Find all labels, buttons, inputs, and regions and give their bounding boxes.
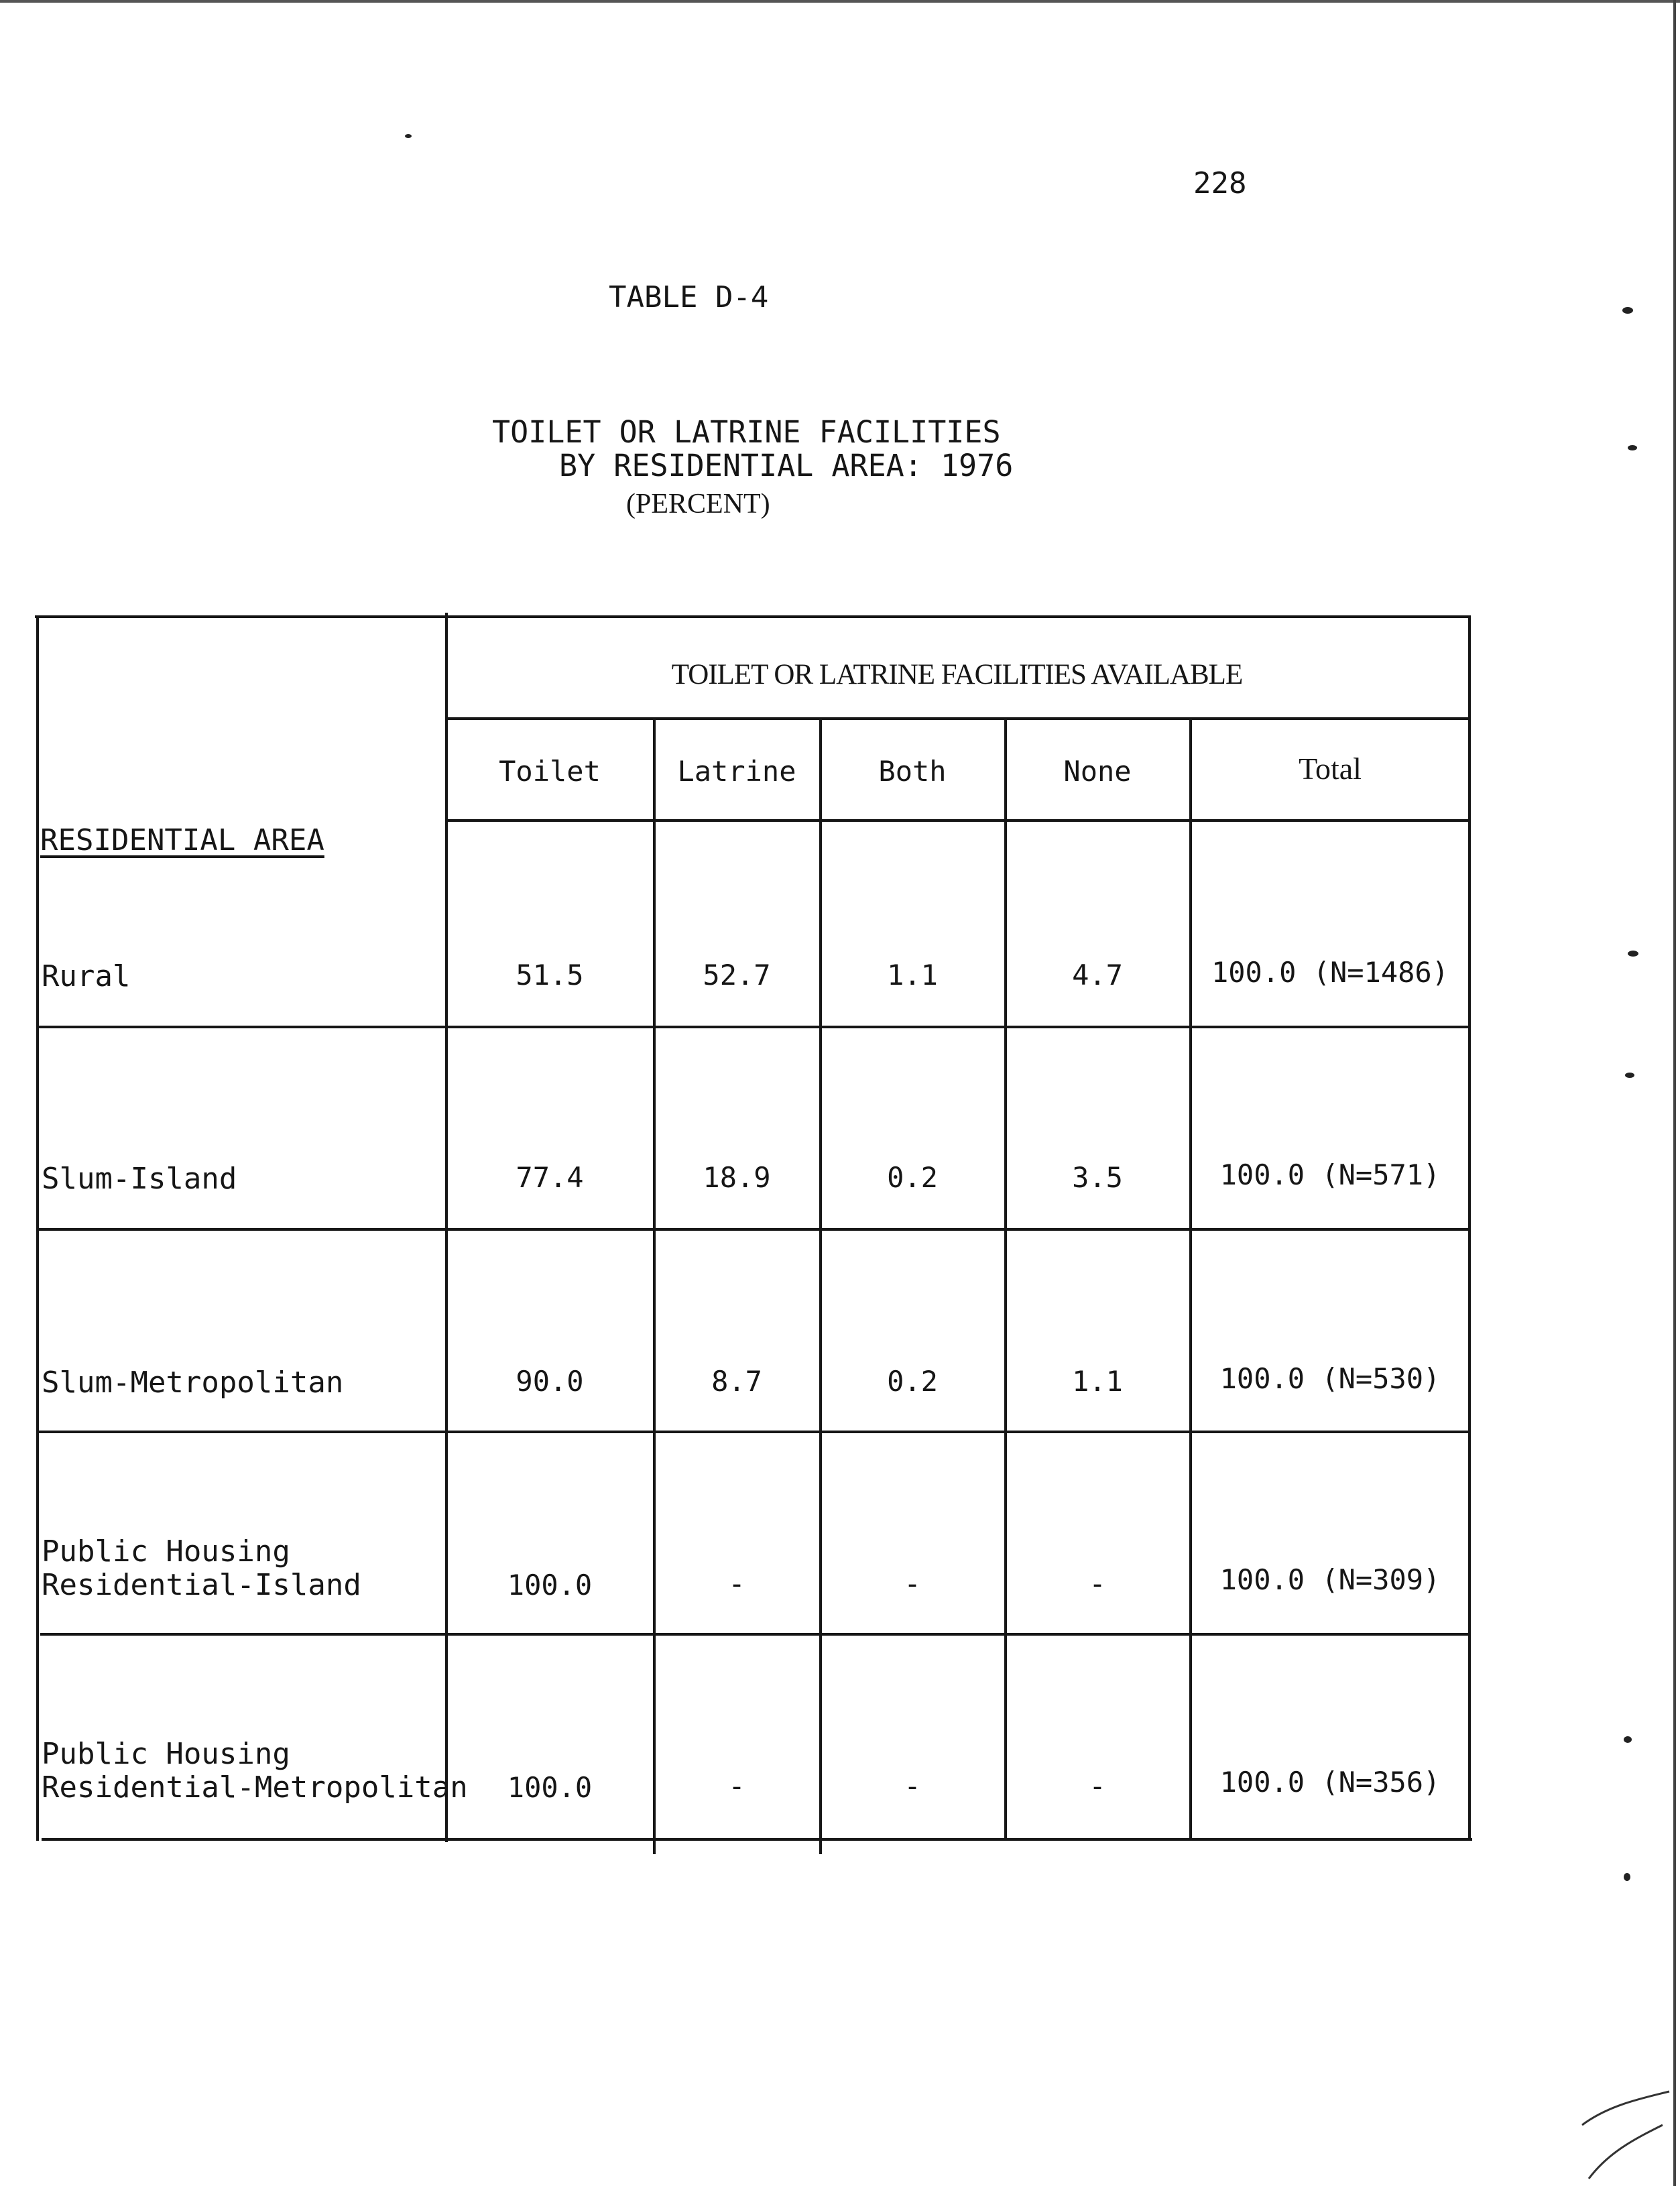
column-header-none: None bbox=[1063, 755, 1132, 788]
column-header-toilet: Toilet bbox=[499, 755, 601, 788]
column-header-latrine: Latrine bbox=[677, 755, 796, 788]
cell-toilet: 77.4 bbox=[516, 1161, 584, 1194]
group-header-rule bbox=[445, 717, 1469, 720]
row-label-public-housing: Public Housing bbox=[42, 1534, 290, 1569]
cell-toilet: 100.0 bbox=[507, 1569, 593, 1601]
group-header: TOILET OR LATRINE FACILITIES AVAILABLE bbox=[671, 659, 1243, 690]
cell-both: - bbox=[904, 1567, 921, 1600]
page-curl-mark bbox=[1569, 2078, 1676, 2185]
cell-both: 0.2 bbox=[887, 1161, 938, 1194]
table-label: TABLE D-4 bbox=[609, 280, 769, 314]
row-label-residential-island: Residential-Island bbox=[42, 1568, 361, 1602]
table-title-line-1: TOILET OR LATRINE FACILITIES bbox=[492, 414, 1001, 450]
cell-none: - bbox=[1089, 1770, 1106, 1803]
column-divider bbox=[1189, 719, 1192, 1841]
column-divider bbox=[653, 719, 656, 1854]
cell-toilet: 90.0 bbox=[516, 1365, 584, 1398]
cell-none: 1.1 bbox=[1072, 1365, 1123, 1398]
column-header-rule bbox=[445, 819, 1469, 822]
cell-both: 1.1 bbox=[887, 959, 938, 991]
row-rule bbox=[40, 1633, 1471, 1636]
cell-total: 100.0 (N=309) bbox=[1219, 1563, 1441, 1596]
row-label-slum-metropolitan: Slum-Metropolitan bbox=[42, 1365, 344, 1400]
cell-both: 0.2 bbox=[887, 1365, 938, 1398]
column-header-total: Total bbox=[1299, 751, 1362, 786]
cell-latrine: 18.9 bbox=[703, 1161, 771, 1194]
cell-total: 100.0 (N=356) bbox=[1219, 1766, 1441, 1799]
row-label-public-housing: Public Housing bbox=[42, 1737, 290, 1771]
row-label-residential-metropolitan: Residential-Metropolitan bbox=[42, 1770, 468, 1805]
cell-latrine: - bbox=[728, 1770, 745, 1803]
cell-total: 100.0 (N=1486) bbox=[1211, 956, 1449, 989]
cell-none: 3.5 bbox=[1072, 1161, 1123, 1194]
table-right-rule bbox=[1468, 615, 1471, 1841]
cell-total: 100.0 (N=571) bbox=[1219, 1158, 1441, 1191]
table-bottom-rule bbox=[42, 1838, 1472, 1841]
cell-total: 100.0 (N=530) bbox=[1219, 1362, 1441, 1395]
cell-latrine: 52.7 bbox=[703, 959, 771, 991]
cell-latrine: - bbox=[728, 1567, 745, 1600]
cell-none: 4.7 bbox=[1072, 959, 1123, 991]
cell-toilet: 51.5 bbox=[516, 959, 584, 991]
row-rule bbox=[38, 1026, 1469, 1028]
row-label-slum-island: Slum-Island bbox=[42, 1162, 237, 1196]
cell-latrine: 8.7 bbox=[711, 1365, 762, 1398]
column-divider bbox=[445, 613, 448, 1842]
cell-none: - bbox=[1089, 1567, 1106, 1600]
column-header-both: Both bbox=[878, 755, 947, 788]
column-divider bbox=[1004, 719, 1007, 1841]
table-top-rule bbox=[35, 615, 1469, 618]
column-divider bbox=[819, 719, 822, 1854]
cell-both: - bbox=[904, 1770, 921, 1803]
row-rule bbox=[38, 1228, 1469, 1231]
row-rule bbox=[39, 1431, 1471, 1433]
cell-toilet: 100.0 bbox=[507, 1771, 593, 1804]
row-header-residential-area: RESIDENTIAL AREA bbox=[40, 823, 324, 857]
page-number: 228 bbox=[1193, 166, 1247, 200]
table-title-line-3: (PERCENT) bbox=[626, 489, 770, 520]
table-title-line-2: BY RESIDENTIAL AREA: 1976 bbox=[559, 448, 1014, 483]
table-left-rule bbox=[36, 615, 39, 1841]
row-label-rural: Rural bbox=[42, 959, 131, 993]
